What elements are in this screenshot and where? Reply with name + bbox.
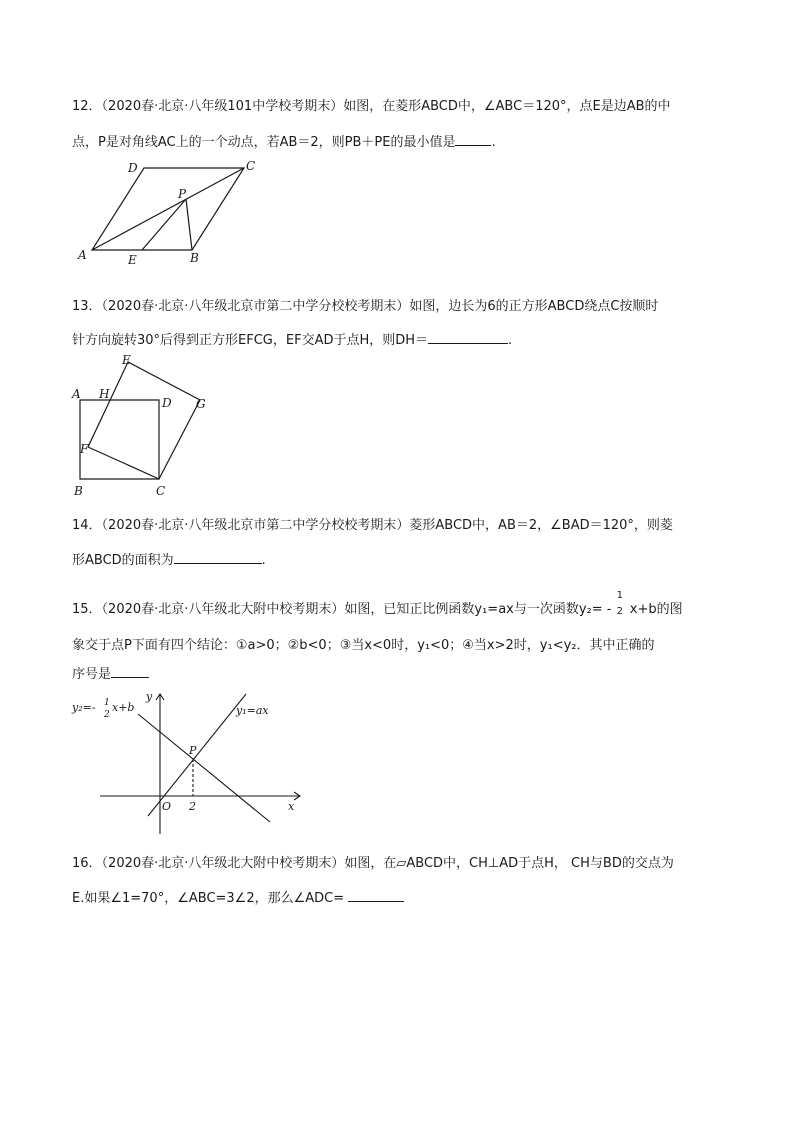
q15-figure	[68, 686, 308, 840]
q14-line2-text: 形ABCD的面积为	[72, 553, 174, 568]
q15-line2: 象交于点P下面有四个结论：①a>0；②b<0；③当x<0时，y₁<0；④当x>2时，y₁<y₂．其中正确的	[72, 638, 655, 653]
q14-line2	[72, 549, 266, 571]
q13-label-g: G	[196, 397, 206, 411]
q13-label-a: A	[72, 387, 81, 401]
q12-line2-end: .	[491, 135, 496, 150]
q15-y2-label: y₂=-	[72, 701, 96, 714]
q13-line1: 13．（2020春·北京·八年级北京市第二中学分校校考期末）如图，边长为6的正方形ABCD绕点C按顺时	[72, 299, 659, 314]
q12-label-d: D	[128, 161, 138, 175]
q15-point-p-label: P	[189, 744, 197, 757]
q15-line1-post: x+b的图	[629, 602, 683, 617]
q15-line3-text: 序号是	[72, 667, 112, 682]
q14-line2-end: .	[261, 553, 266, 568]
q13-label-h: H	[99, 387, 110, 401]
q15-answer-blank	[111, 663, 149, 678]
q14-line1: 14．（2020春·北京·八年级北京市第二中学分校校考期末）菱形ABCD中，AB＝2，∠BAD＝120°，则菱	[72, 518, 673, 533]
q12-label-c: C	[246, 159, 256, 173]
q13-label-d: D	[162, 396, 172, 410]
q12-line2	[72, 131, 496, 153]
q16-line2-text: E.如果∠1=70°，∠ABC=3∠2，那么∠ADC=	[72, 891, 345, 906]
q12-segment-pe	[142, 199, 186, 250]
q13-figure	[70, 352, 230, 506]
q16-line1: 16．（2020春·北京·八年级北大附中校考期末）如图，在▱ABCD中，CH⊥AD于点H， CH与BD的交点为	[72, 856, 674, 871]
q14-answer-blank	[174, 549, 262, 564]
q13-line2-end: .	[508, 333, 513, 348]
q12-answer-blank	[455, 131, 491, 146]
q15-fraction-num: 1	[616, 590, 623, 601]
q15-line1-pre: 15．（2020春·北京·八年级北大附中校考期末）如图，已知正比例函数y₁=ax与一次函数y₂= -	[72, 602, 612, 617]
q13-answer-blank	[428, 329, 508, 344]
q15-tick-label: 2	[189, 800, 196, 813]
q15-y1-label: y₁=ax	[236, 704, 269, 717]
q12-diagonal-ac	[92, 168, 244, 250]
q15-line-y2	[138, 714, 270, 822]
q13-label-c: C	[156, 484, 166, 498]
q15-y-axis-label: y	[146, 690, 153, 703]
q15-line-y1	[148, 694, 246, 816]
q12-label-p: P	[178, 187, 187, 201]
q12-segment-pb	[186, 199, 192, 250]
q15-y2-frac-num: 1	[104, 698, 110, 708]
q15-fraction-den: 2	[616, 606, 623, 617]
q13-line2-text: 针方向旋转30°后得到正方形EFCG，EF交AD于点H，则DH＝	[72, 333, 429, 348]
q16-answer-blank	[348, 887, 404, 902]
q13-square-efcg	[88, 362, 200, 479]
q15-y2-tail: x+b	[112, 701, 135, 714]
q15-line3	[72, 663, 149, 685]
q15-origin-label: O	[162, 800, 172, 813]
q15-fraction	[616, 590, 626, 620]
q13-line2	[72, 329, 512, 351]
q12-figure	[74, 158, 274, 272]
q12-line1: 12．（2020春·北京·八年级101中学校考期末）如图，在菱形ABCD中，∠ABC＝120°，点E是边AB的中	[72, 99, 671, 114]
q15-x-axis-label: x	[288, 800, 295, 813]
q16-line2	[72, 887, 404, 909]
q15-y2-frac-den: 2	[104, 710, 110, 720]
q12-label-e: E	[128, 253, 137, 267]
q13-label-e: E	[122, 353, 131, 367]
q15-line1	[72, 590, 683, 620]
q12-label-a: A	[78, 248, 87, 262]
q13-label-f: F	[80, 442, 89, 456]
q12-label-b: B	[190, 251, 199, 265]
q12-line2-text: 点，P是对角线AC上的一个动点，若AB＝2，则PB＋PE的最小值是	[72, 135, 456, 150]
q13-label-b: B	[74, 484, 83, 498]
